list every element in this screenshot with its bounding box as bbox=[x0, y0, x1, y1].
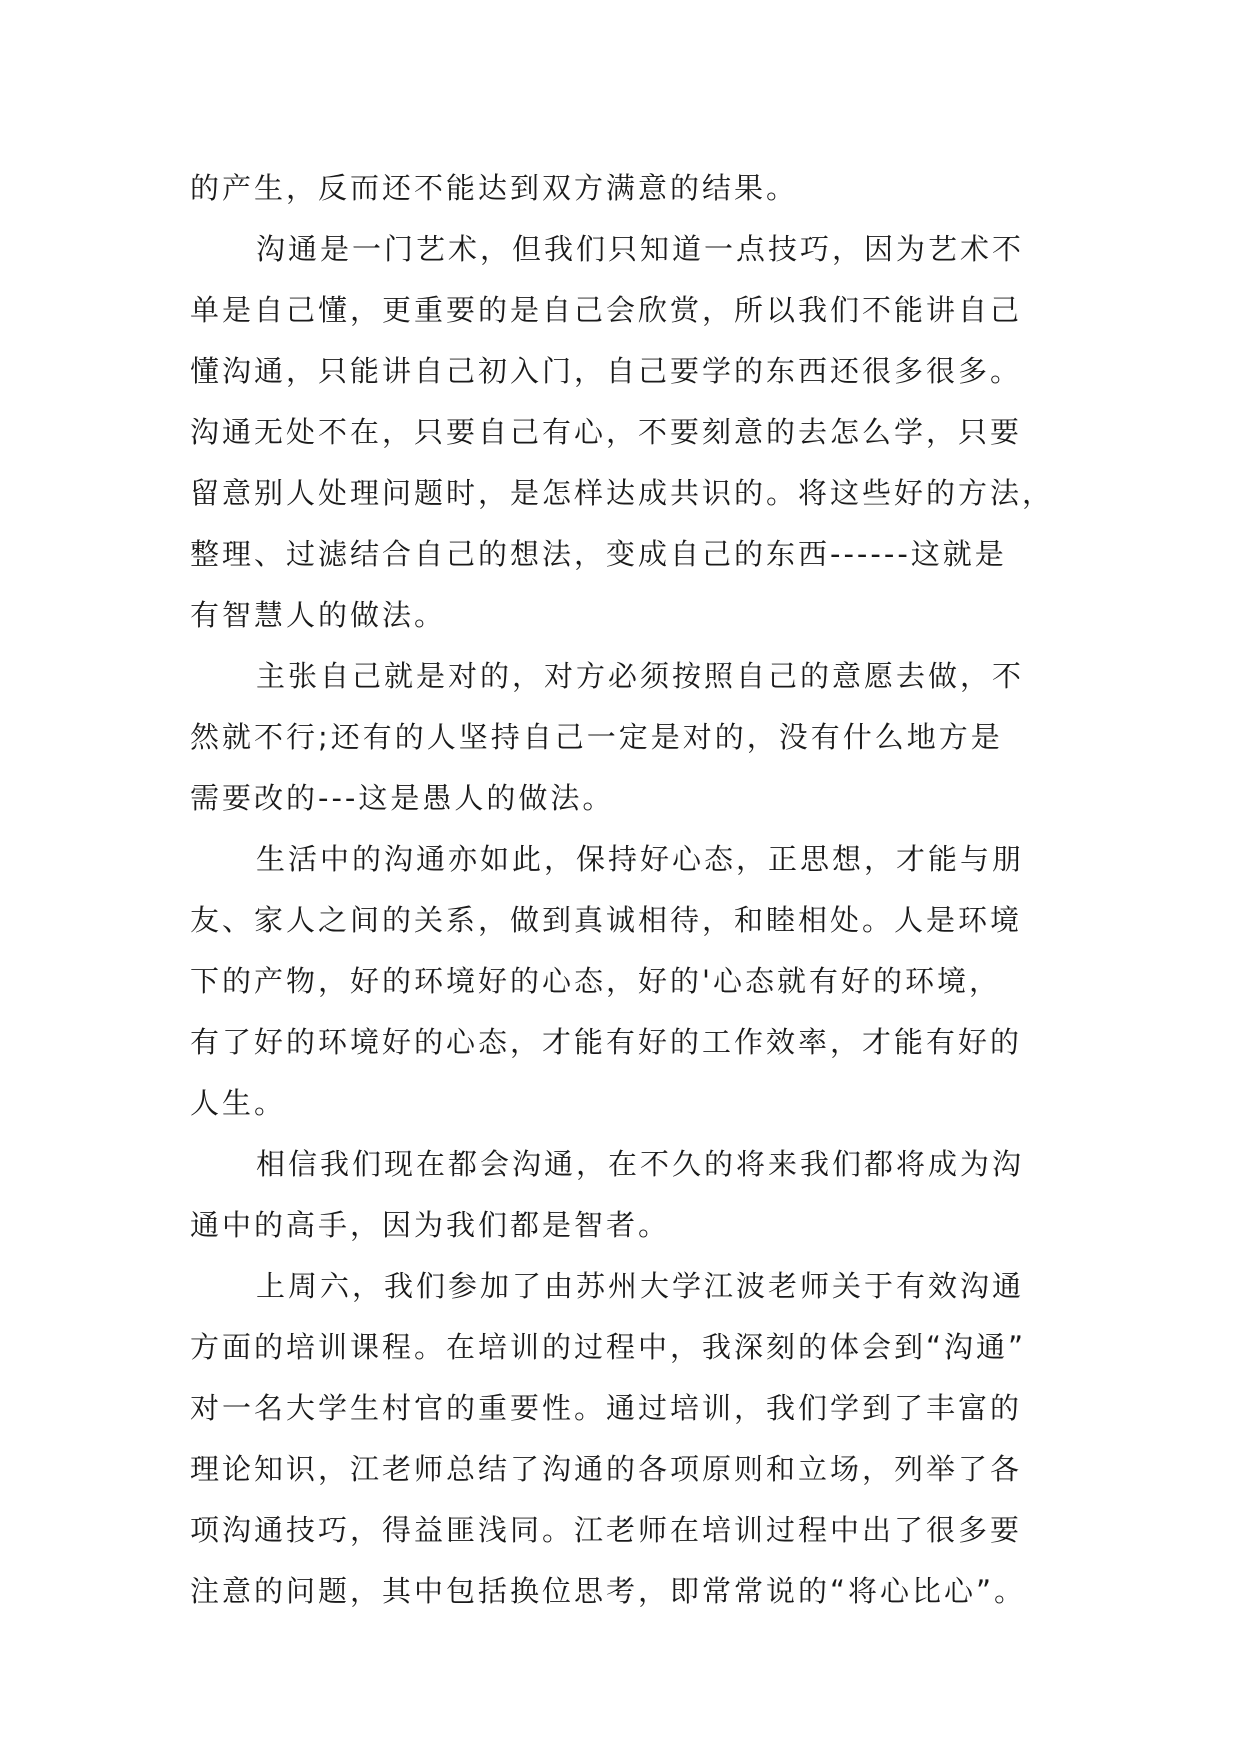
paragraph-2 bbox=[190, 219, 1070, 646]
paragraph-1 bbox=[190, 158, 1070, 219]
text-line: 注意的问题，其中包括换位思考，即常常说的“将心比心”。 bbox=[190, 1574, 1027, 1608]
paragraph-5 bbox=[190, 1134, 1070, 1256]
text-line: 人生。 bbox=[190, 1086, 287, 1120]
text-line: 下的产物，好的环境好的心态，好的'心态就有好的环境， bbox=[190, 964, 1001, 998]
text-line: 上周六，我们参加了由苏州大学江波老师关于有效沟通 bbox=[256, 1269, 1025, 1303]
text-line: 项沟通技巧，得益匪浅同。江老师在培训过程中出了很多要 bbox=[190, 1513, 1023, 1547]
text-line: 留意别人处理问题时，是怎样达成共识的。将这些好的方法， bbox=[190, 476, 1055, 510]
text-line: 有了好的环境好的心态，才能有好的工作效率，才能有好的 bbox=[190, 1025, 1023, 1059]
text-line: 对一名大学生村官的重要性。通过培训，我们学到了丰富的 bbox=[190, 1391, 1023, 1425]
text-line: 友、家人之间的关系，做到真诚相待，和睦相处。人是环境 bbox=[190, 903, 1023, 937]
text-line: 理论知识，江老师总结了沟通的各项原则和立场，列举了各 bbox=[190, 1452, 1023, 1486]
document-body bbox=[190, 158, 1070, 1622]
text-line: 沟通是一门艺术，但我们只知道一点技巧，因为艺术不 bbox=[256, 232, 1025, 266]
text-line: 通中的高手，因为我们都是智者。 bbox=[190, 1208, 671, 1242]
text-line: 需要改的---这是愚人的做法。 bbox=[190, 781, 615, 815]
text-line: 整理、过滤结合自己的想法，变成自己的东西------这就是 bbox=[190, 537, 1007, 571]
text-line: 有智慧人的做法。 bbox=[190, 598, 447, 632]
text-line: 相信我们现在都会沟通，在不久的将来我们都将成为沟 bbox=[256, 1147, 1025, 1181]
text-line: 生活中的沟通亦如此，保持好心态，正思想，才能与朋 bbox=[256, 842, 1025, 876]
text-line: 沟通无处不在，只要自己有心，不要刻意的去怎么学，只要 bbox=[190, 415, 1023, 449]
text-line: 方面的培训课程。在培训的过程中，我深刻的体会到“沟通” bbox=[190, 1330, 1027, 1364]
paragraph-6 bbox=[190, 1256, 1070, 1622]
text-line: 懂沟通，只能讲自己初入门，自己要学的东西还很多很多。 bbox=[190, 354, 1023, 388]
text-line: 单是自己懂，更重要的是自己会欣赏，所以我们不能讲自己 bbox=[190, 293, 1023, 327]
paragraph-4 bbox=[190, 829, 1070, 1134]
text-line: 然就不行;还有的人坚持自己一定是对的，没有什么地方是 bbox=[190, 720, 1003, 754]
text-line: 的产生，反而还不能达到双方满意的结果。 bbox=[190, 171, 799, 205]
paragraph-3 bbox=[190, 646, 1070, 829]
text-line: 主张自己就是对的，对方必须按照自己的意愿去做，不 bbox=[256, 659, 1025, 693]
